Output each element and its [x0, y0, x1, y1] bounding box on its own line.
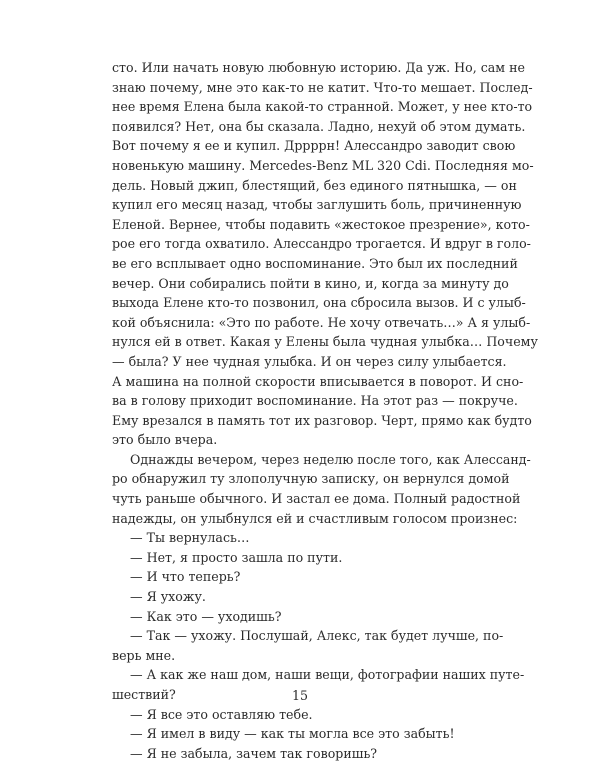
text-line: — была? У нее чудная улыбка. И он через силу улыбается.: [112, 353, 507, 369]
text-line: рое его тогда охватило. Алессандро трогается. И вдруг в голо-: [112, 236, 531, 252]
text-line: — Я не забыла, зачем так говоришь?: [130, 745, 378, 761]
text-line: вечер. Они собирались пойти в кино, и, когда за минуту до: [112, 275, 509, 291]
text-line: — Я имел в виду — как ты могла все это забыть!: [130, 726, 455, 742]
text-line: появился? Нет, она бы сказала. Ладно, нехуй об этом думать.: [112, 118, 526, 134]
text-line: — И что теперь?: [130, 569, 241, 585]
text-line: — Нет, я просто зашла по пути.: [130, 549, 343, 565]
text-line: дель. Новый джип, блестящий, без единого пятнышка, — он: [112, 177, 517, 193]
text-line: ро обнаружил ту злополучную записку, он вернулся домой: [112, 471, 510, 487]
text-line: — Я все это оставляю тебе.: [130, 706, 313, 722]
text-line: верь мне.: [112, 647, 176, 663]
text-line: знаю почему, мне это как-то не катит. Что-то мешает. Послед-: [112, 79, 533, 95]
text-line: новенькую машину. Mercedes-Benz ML 320 Cdi. Последняя мо-: [112, 157, 534, 173]
text-line: Еленой. Вернее, чтобы подавить «жестокое презрение», кото-: [112, 216, 530, 232]
body-text: [112, 58, 538, 763]
text-line: — Я ухожу.: [130, 589, 206, 605]
text-line: купил его месяц назад, чтобы заглушить боль, причиненную: [112, 197, 522, 213]
text-line: — Как это — уходишь?: [130, 608, 282, 624]
text-line: выхода Елене кто-то позвонил, она сбросила вызов. И с улыб-: [112, 295, 526, 311]
text-line: А машина на полной скорости вписывается в поворот. И сно-: [112, 373, 524, 389]
text-line: сто. Или начать новую любовную историю. Да уж. Но, сам не: [112, 60, 525, 75]
text-line: — А как же наш дом, наши вещи, фотографии наших путе-: [130, 667, 525, 683]
text-line: это было вчера.: [112, 432, 218, 448]
text-line: кой объяснила: «Это по работе. Не хочу отвечать…» А я улыб-: [112, 314, 531, 330]
text-line: Вот почему я ее и купил. Дррррн! Алессандро заводит свою: [112, 138, 516, 154]
text-line: нулся ей в ответ. Какая у Елены была чудная улыбка… Почему: [112, 334, 538, 350]
text-line: — Так — ухожу. Послушай, Алекс, так будет лучше, по-: [130, 628, 504, 644]
text-line: ва в голову приходит воспоминание. На этот раз — покруче.: [112, 393, 518, 409]
text-line: — Ты вернулась…: [130, 530, 250, 546]
text-line: Однажды вечером, через неделю после того, как Алессанд-: [130, 451, 531, 467]
text-line: нее время Елена была какой-то странной. Может, у нее кто-то: [112, 99, 533, 115]
page-number: 15: [291, 688, 309, 703]
text-line: чуть раньше обычного. И застал ее дома. Полный радостной: [112, 491, 521, 507]
text-line: шествий?: [112, 687, 176, 702]
text-line: Ему врезался в память тот их разговор. Черт, прямо как будто: [112, 412, 532, 428]
text-line: надежды, он улыбнулся ей и счастливым голосом произнес:: [112, 510, 518, 526]
text-line: ве его всплывает одно воспоминание. Это был их последний: [112, 255, 518, 271]
